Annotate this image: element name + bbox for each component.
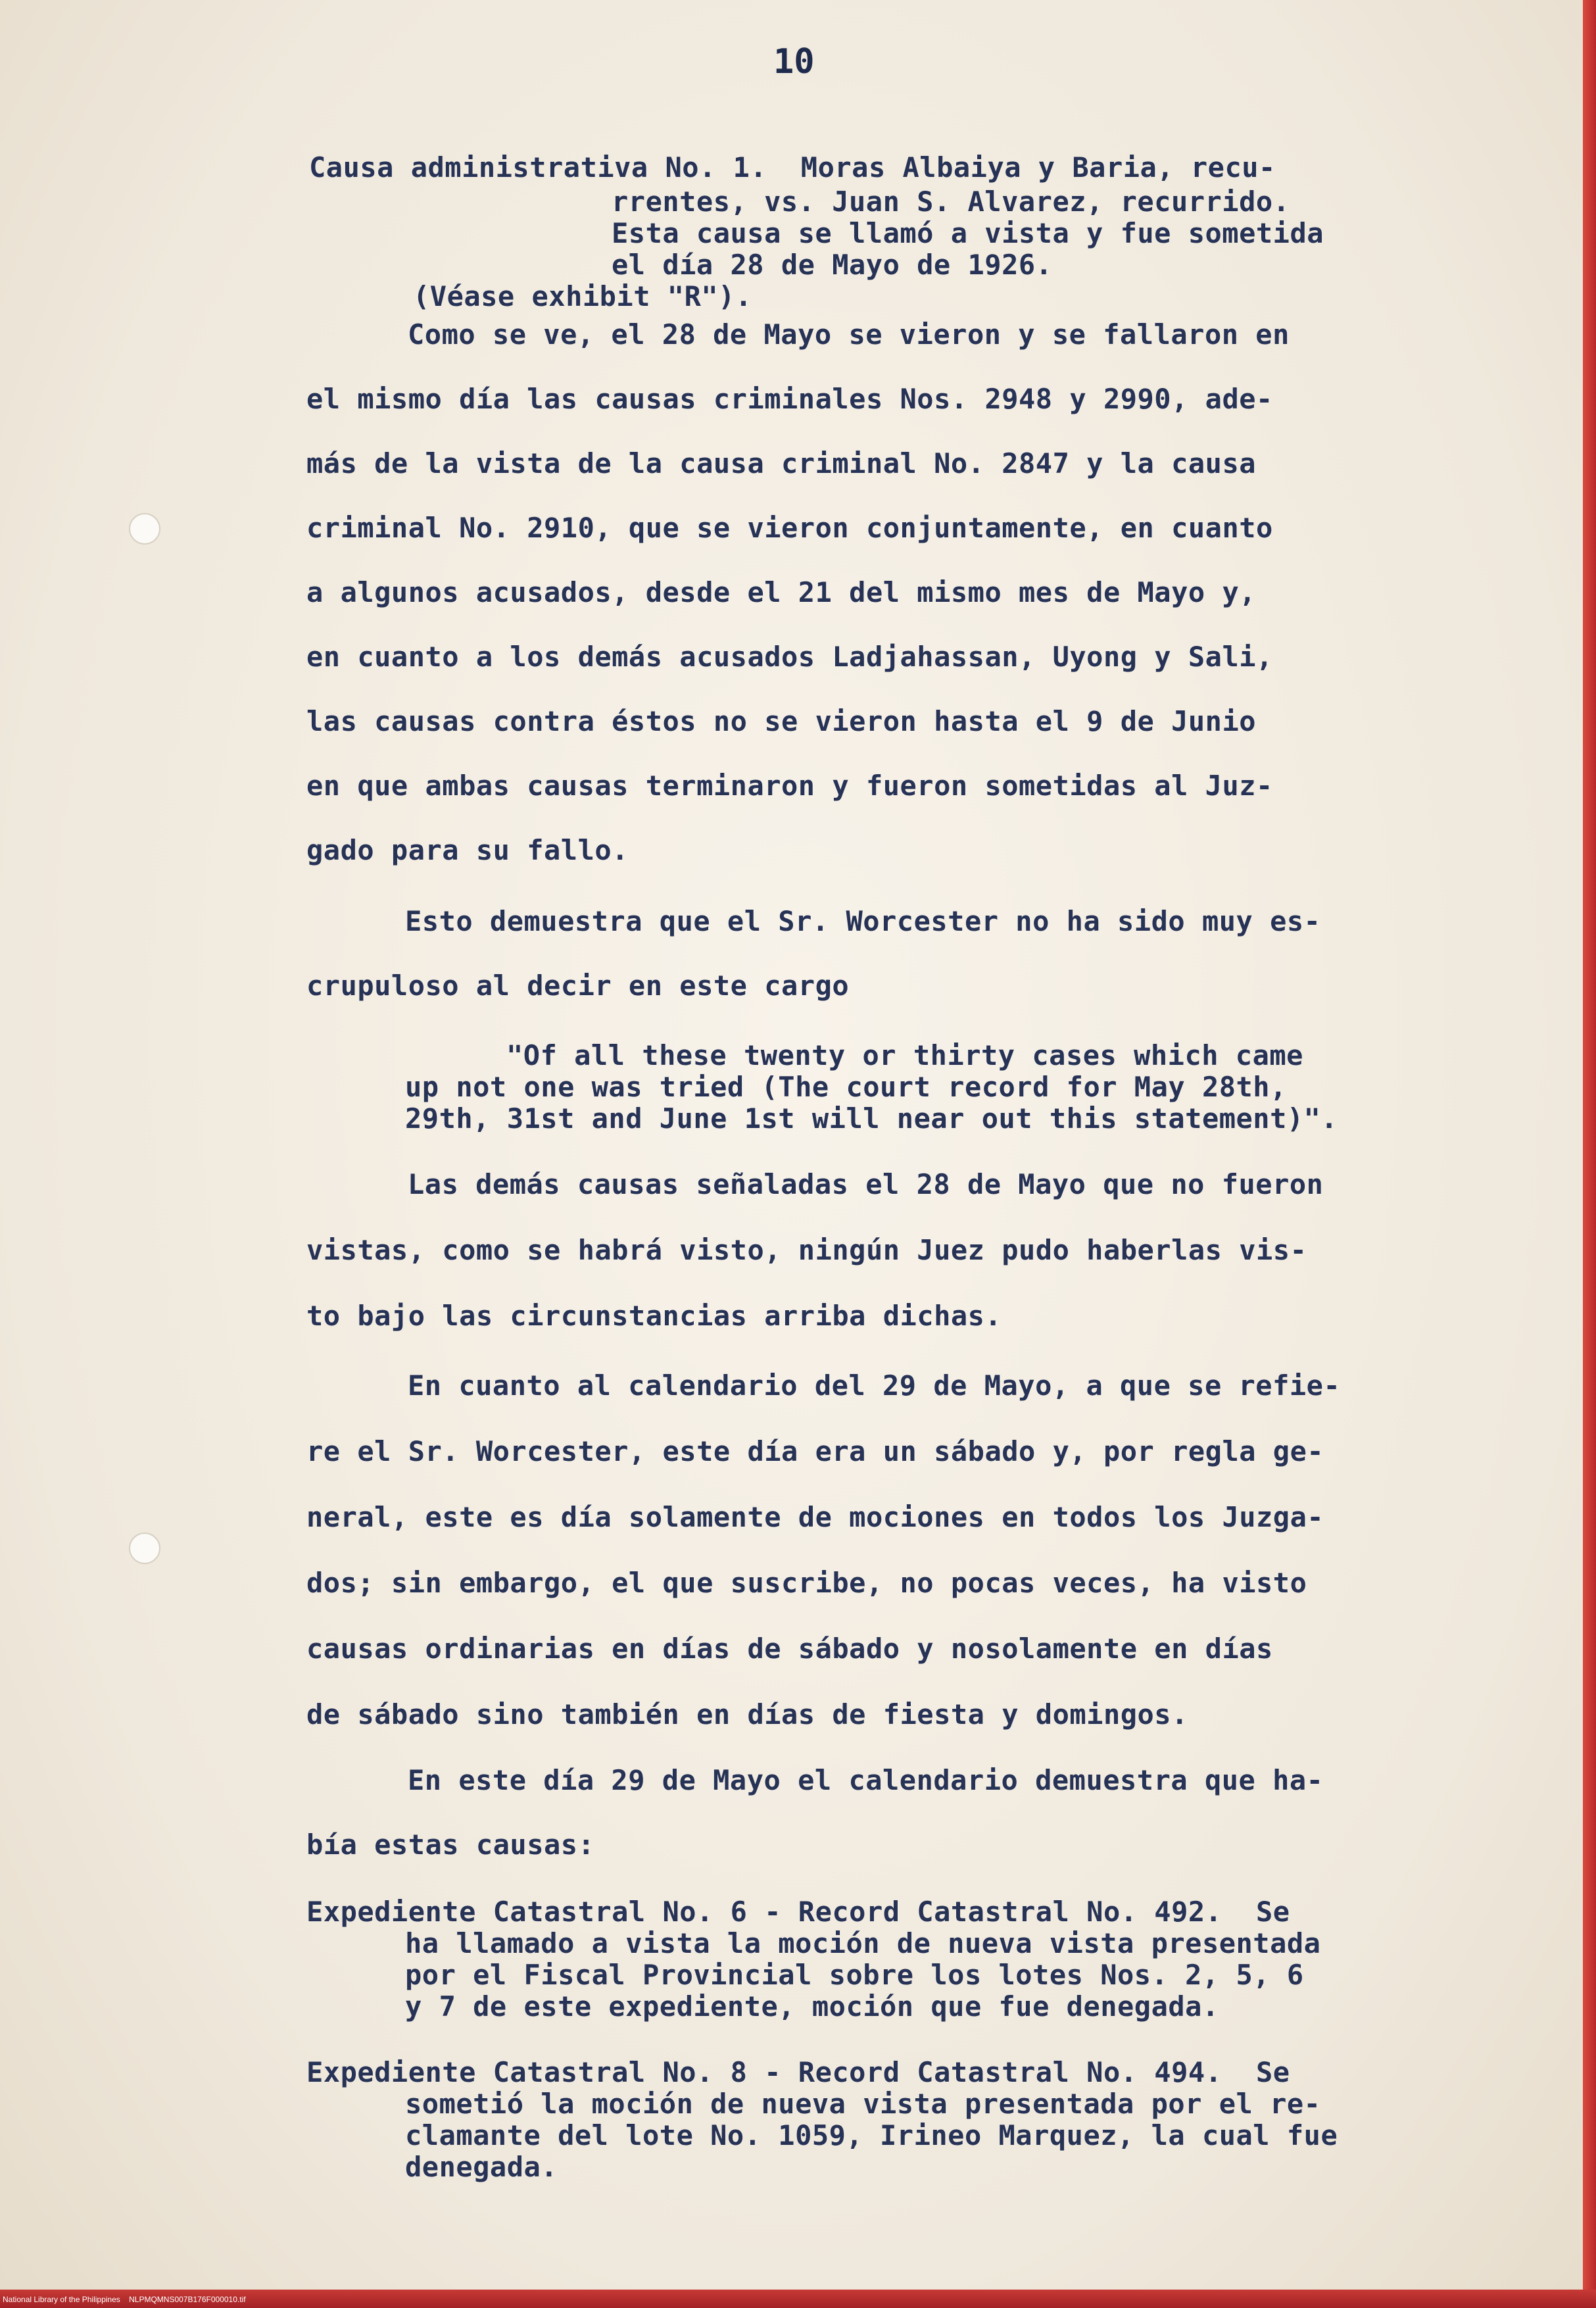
- punch-hole-upper: [129, 513, 160, 545]
- catastral-entry-line: sometió la moción de nueva vista presentada por el re-: [405, 2088, 1321, 2120]
- body-line: el mismo día las causas criminales Nos. 2948 y 2990, ade-: [306, 383, 1273, 415]
- case-header-line: el día 28 de Mayo de 1926.: [612, 249, 1053, 281]
- page-number: 10: [773, 42, 815, 82]
- catastral-entry-line: por el Fiscal Provincial sobre los lotes Nos. 2, 5, 6: [405, 1959, 1304, 1991]
- body-line: a algunos acusados, desde el 21 del mismo mes de Mayo y,: [306, 576, 1257, 608]
- body-line: Como se ve, el 28 de Mayo se vieron y se fallaron en: [408, 318, 1290, 351]
- body-line: vistas, como se habrá visto, ningún Juez pudo haberlas vis-: [306, 1234, 1307, 1266]
- body-line: En cuanto al calendario del 29 de Mayo, a que se refie-: [408, 1369, 1341, 1402]
- catastral-entry-line: ha llamado a vista la moción de nueva vista presentada: [405, 1927, 1321, 1959]
- case-header-line: (Véase exhibit "R").: [413, 280, 752, 312]
- body-line: más de la vista de la causa criminal No. 2847 y la causa: [306, 447, 1257, 479]
- quote-line: up not one was tried (The court record for May 28th,: [405, 1071, 1287, 1103]
- body-line: de sábado sino también en días de fiesta y domingos.: [306, 1698, 1188, 1731]
- page-edge-right: [1583, 0, 1596, 2308]
- quote-line: 29th, 31st and June 1st will near out this statement)".: [405, 1102, 1338, 1135]
- body-line: gado para su fallo.: [306, 834, 629, 866]
- archive-footer: National Library of the Philippines NLPMQMNS007B176F000010.tif: [3, 2295, 246, 2304]
- catastral-entry-line: Expediente Catastral No. 6 - Record Catastral No. 492. Se: [306, 1896, 1290, 1928]
- quote-line: "Of all these twenty or thirty cases which came: [506, 1039, 1303, 1071]
- punch-hole-lower: [129, 1533, 160, 1564]
- body-line: criminal No. 2910, que se vieron conjuntamente, en cuanto: [306, 512, 1273, 544]
- case-header-line: Esta causa se llamó a vista y fue sometida: [612, 217, 1324, 249]
- body-line: to bajo las circunstancias arriba dichas.: [306, 1300, 1002, 1332]
- body-line: En este día 29 de Mayo el calendario demuestra que ha-: [408, 1764, 1324, 1796]
- catastral-entry-line: clamante del lote No. 1059, Irineo Marquez, la cual fue: [405, 2119, 1338, 2151]
- body-line: en que ambas causas terminaron y fueron sometidas al Juz-: [306, 770, 1273, 802]
- catastral-entry-line: Expediente Catastral No. 8 - Record Catastral No. 494. Se: [306, 2056, 1290, 2088]
- catastral-entry-line: denegada.: [405, 2151, 558, 2183]
- body-line: dos; sin embargo, el que suscribe, no pocas veces, ha visto: [306, 1567, 1307, 1599]
- case-header-line: Causa administrativa No. 1. Moras Albaiya y Baria, recu-: [309, 151, 1276, 184]
- body-line: neral, este es día solamente de mociones en todos los Juzga-: [306, 1501, 1324, 1533]
- body-line: Las demás causas señaladas el 28 de Mayo que no fueron: [408, 1168, 1324, 1200]
- case-header-line: rrentes, vs. Juan S. Alvarez, recurrido.: [612, 185, 1290, 218]
- body-line: las causas contra éstos no se vieron hasta el 9 de Junio: [306, 705, 1257, 737]
- body-line: re el Sr. Worcester, este día era un sábado y, por regla ge-: [306, 1435, 1324, 1467]
- body-line: Esto demuestra que el Sr. Worcester no ha sido muy es-: [405, 905, 1321, 937]
- catastral-entry-line: y 7 de este expediente, moción que fue denegada.: [405, 1990, 1219, 2023]
- body-line: en cuanto a los demás acusados Ladjahassan, Uyong y Sali,: [306, 641, 1273, 673]
- body-line: causas ordinarias en días de sábado y nosolamente en días: [306, 1633, 1273, 1665]
- body-line: crupuloso al decir en este cargo: [306, 970, 850, 1002]
- body-line: bía estas causas:: [306, 1829, 595, 1861]
